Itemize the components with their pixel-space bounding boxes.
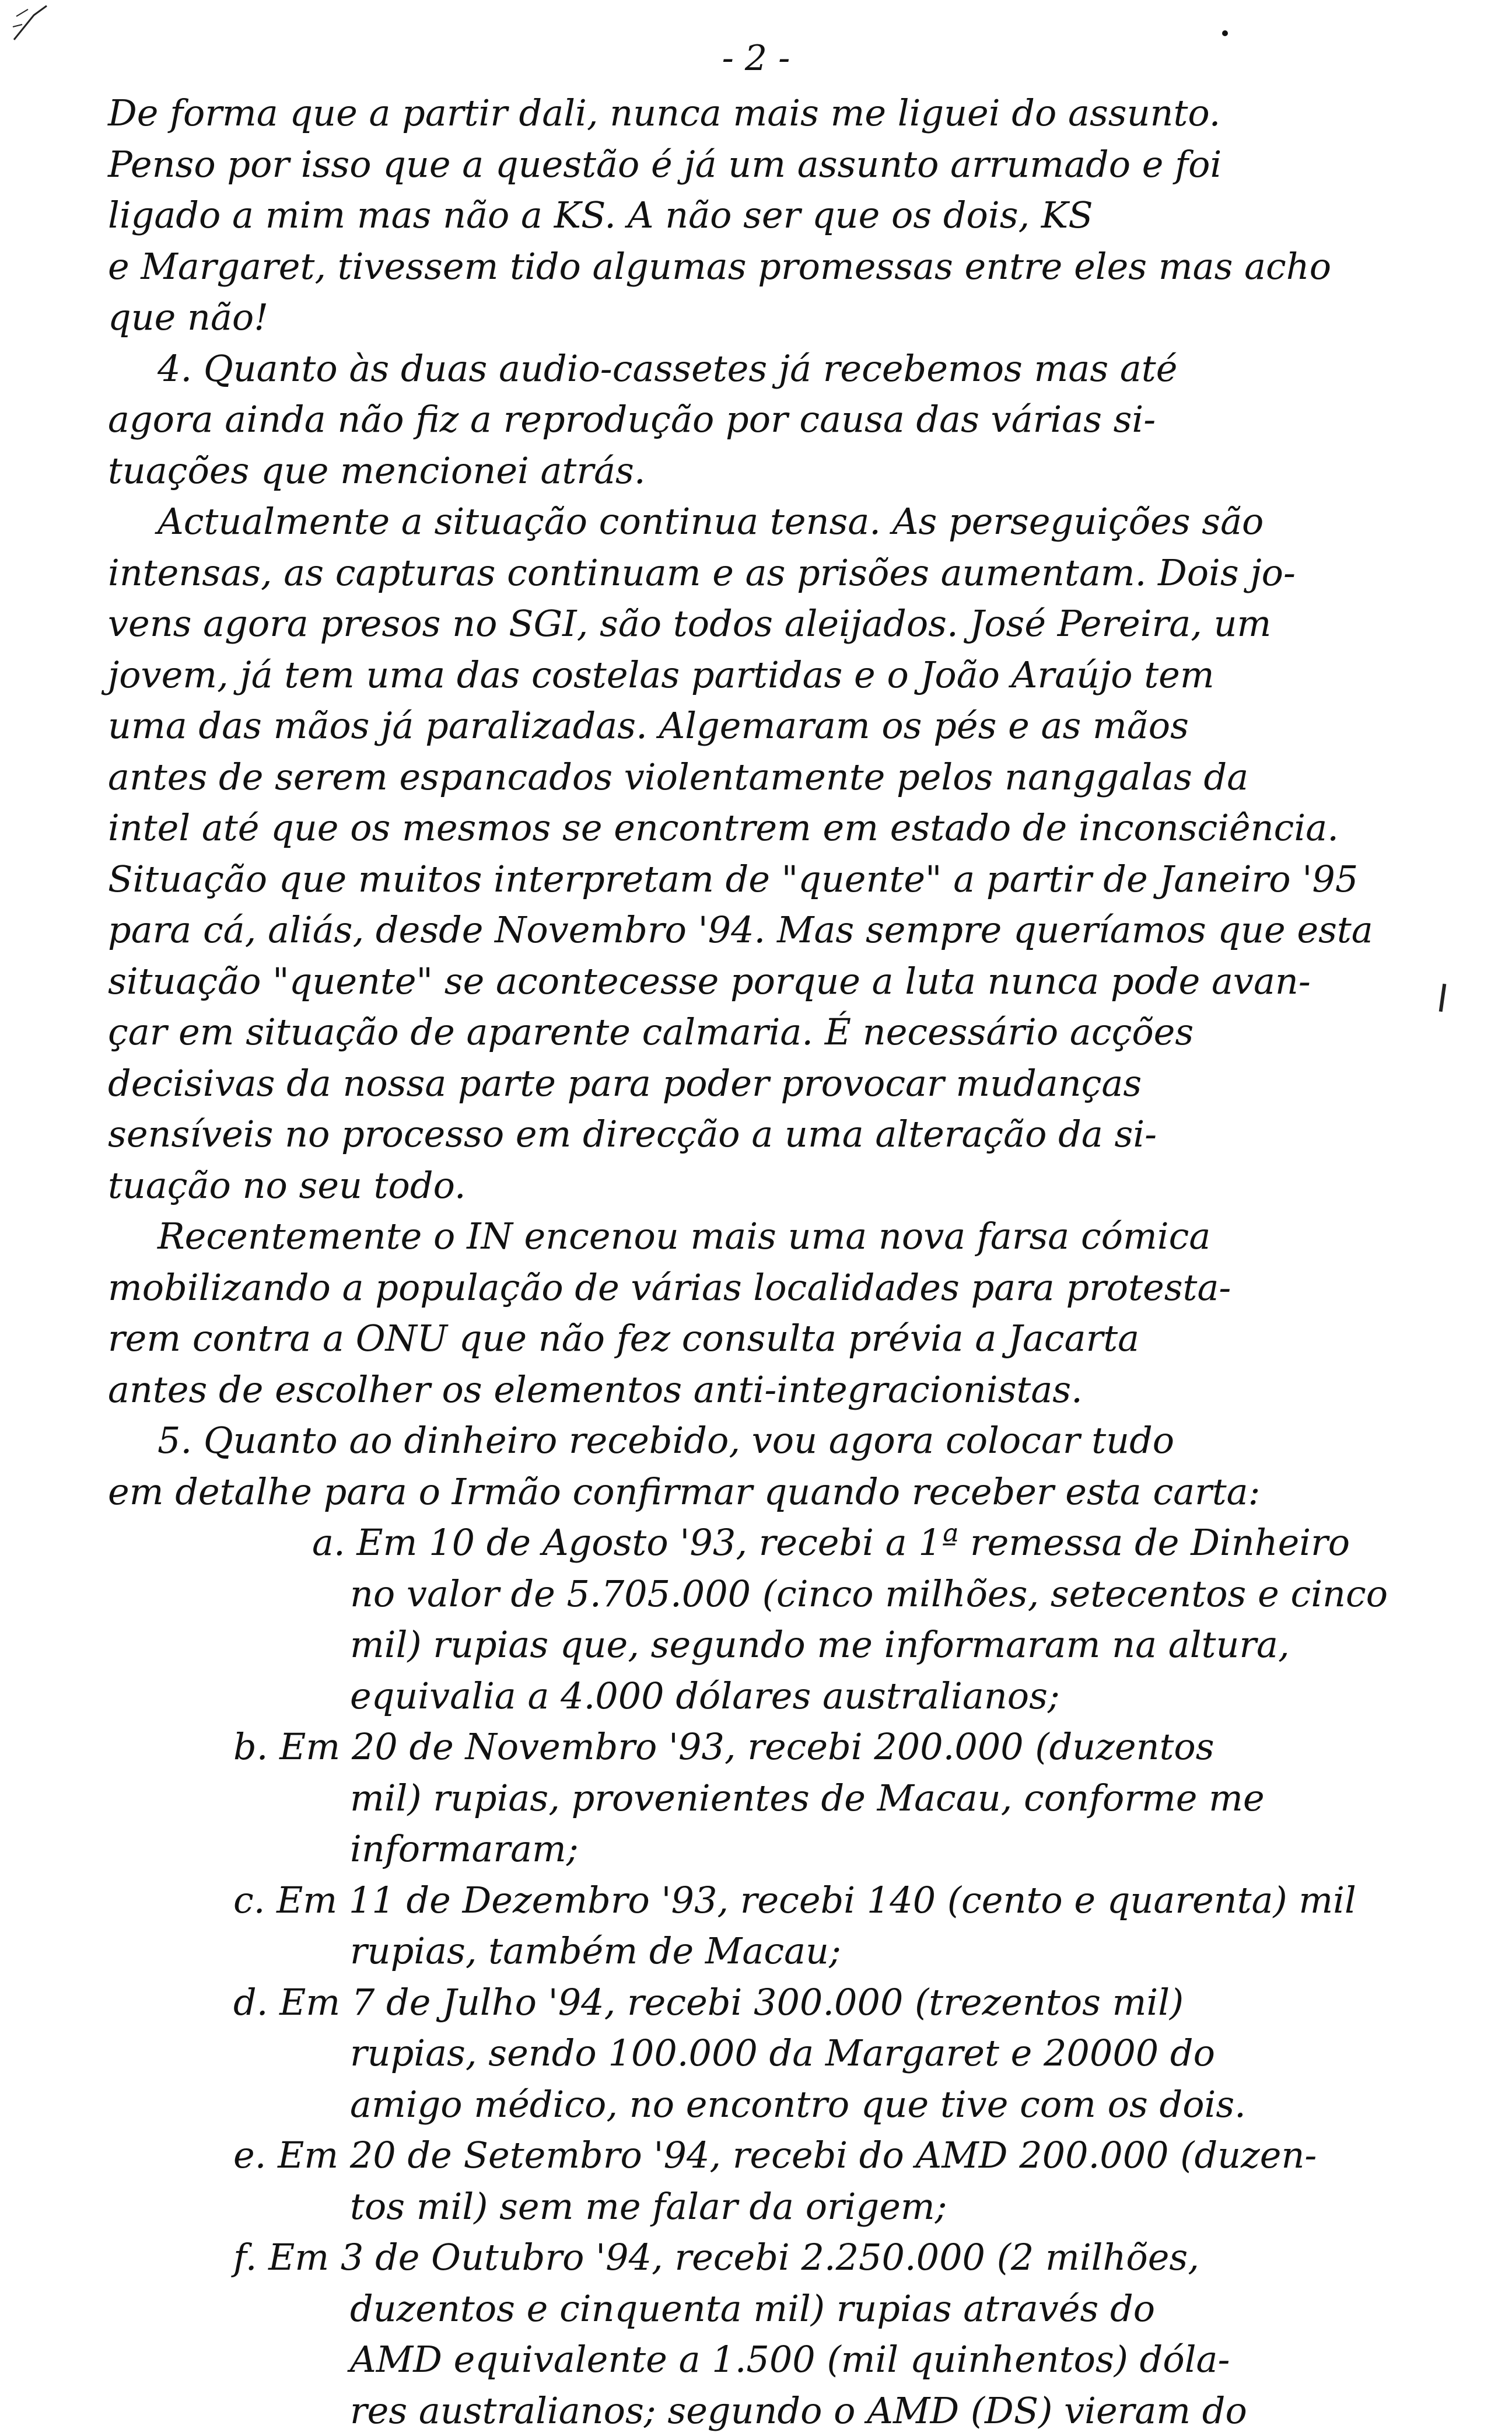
text-line: vens agora presos no SGI, são todos aleijados. José Pereira, um — [108, 598, 1432, 649]
text-line: situação "quente" se acontecesse porque a luta nunca pode avan- — [108, 956, 1432, 1007]
text-line: res australianos; segundo o AMD (DS) vieram do — [108, 2385, 1432, 2436]
text-line: e. Em 20 de Setembro '94, recebi do AMD 200.000 (duzen- — [108, 2130, 1432, 2181]
text-line: Recentemente o IN encenou mais uma nova farsa cómica — [108, 1211, 1432, 1262]
text-line: AMD equivalente a 1.500 (mil quinhentos) dóla- — [108, 2334, 1432, 2385]
text-line: no valor de 5.705.000 (cinco milhões, setecentos e cinco — [108, 1568, 1432, 1620]
text-line: mobilizando a população de várias localidades para protesta- — [108, 1262, 1432, 1313]
text-line: amigo médico, no encontro que tive com os dois. — [108, 2079, 1432, 2130]
margin-pen-stroke — [1439, 984, 1447, 1012]
text-line: uma das mãos já paralizadas. Algemaram os pés e as mãos — [108, 700, 1432, 752]
letter-body — [108, 88, 1432, 2436]
text-line: Actualmente a situação continua tensa. As perseguições são — [108, 496, 1432, 547]
text-line: e Margaret, tivessem tido algumas promessas entre eles mas acho — [108, 241, 1432, 292]
text-line: 5. Quanto ao dinheiro recebido, vou agora colocar tudo — [108, 1415, 1432, 1466]
text-line: duzentos e cinquenta mil) rupias através do — [108, 2283, 1432, 2334]
text-line: intel até que os mesmos se encontrem em estado de inconsciência. — [108, 802, 1432, 854]
text-line: tos mil) sem me falar da origem; — [108, 2181, 1432, 2232]
text-line: equivalia a 4.000 dólares australianos; — [108, 1670, 1432, 1722]
text-line: antes de serem espancados violentamente pelos nanggalas da — [108, 752, 1432, 803]
text-line: a. Em 10 de Agosto '93, recebi a 1ª remessa de Dinheiro — [108, 1517, 1432, 1568]
text-line: 4. Quanto às duas audio-cassetes já recebemos mas até — [108, 343, 1432, 394]
page-number: - 2 - — [0, 35, 1512, 82]
text-line: mil) rupias que, segundo me informaram na altura, — [108, 1619, 1432, 1670]
text-line: que não! — [108, 292, 1432, 343]
text-line: rupias, sendo 100.000 da Margaret e 20000 do — [108, 2028, 1432, 2079]
text-line: f. Em 3 de Outubro '94, recebi 2.250.000 (2 milhões, — [108, 2232, 1432, 2283]
text-line: c. Em 11 de Dezembro '93, recebi 140 (cento e quarenta) mil — [108, 1875, 1432, 1926]
text-line: çar em situação de aparente calmaria. É necessário acções — [108, 1006, 1432, 1058]
text-line: para cá, aliás, desde Novembro '94. Mas sempre queríamos que esta — [108, 904, 1432, 956]
text-line: tuações que mencionei atrás. — [108, 445, 1432, 497]
text-line: rem contra a ONU que não fez consulta prévia a Jacarta — [108, 1313, 1432, 1364]
text-line: De forma que a partir dali, nunca mais me liguei do assunto. — [108, 88, 1432, 139]
text-line: agora ainda não fiz a reprodução por causa das várias si- — [108, 394, 1432, 445]
text-line: Penso por isso que a questão é já um assunto arrumado e foi — [108, 139, 1432, 190]
text-line: jovem, já tem uma das costelas partidas e o João Araújo tem — [108, 649, 1432, 701]
text-line: mil) rupias, provenientes de Macau, conforme me — [108, 1773, 1432, 1824]
text-line: em detalhe para o Irmão confirmar quando receber esta carta: — [108, 1466, 1432, 1518]
text-line: antes de escolher os elementos anti-integracionistas. — [108, 1364, 1432, 1416]
text-line: ligado a mim mas não a KS. A não ser que os dois, KS — [108, 190, 1432, 241]
text-line: d. Em 7 de Julho '94, recebi 300.000 (trezentos mil) — [108, 1977, 1432, 2028]
text-line: rupias, também de Macau; — [108, 1925, 1432, 1977]
text-line: informaram; — [108, 1823, 1432, 1875]
text-line: intensas, as capturas continuam e as prisões aumentam. Dois jo- — [108, 547, 1432, 599]
text-line: tuação no seu todo. — [108, 1160, 1432, 1211]
text-line: decisivas da nossa parte para poder provocar mudanças — [108, 1058, 1432, 1109]
text-line: sensíveis no processo em direcção a uma alteração da si- — [108, 1109, 1432, 1160]
text-line: Situação que muitos interpretam de "quente" a partir de Janeiro '95 — [108, 854, 1432, 905]
text-line: b. Em 20 de Novembro '93, recebi 200.000 (duzentos — [108, 1721, 1432, 1773]
